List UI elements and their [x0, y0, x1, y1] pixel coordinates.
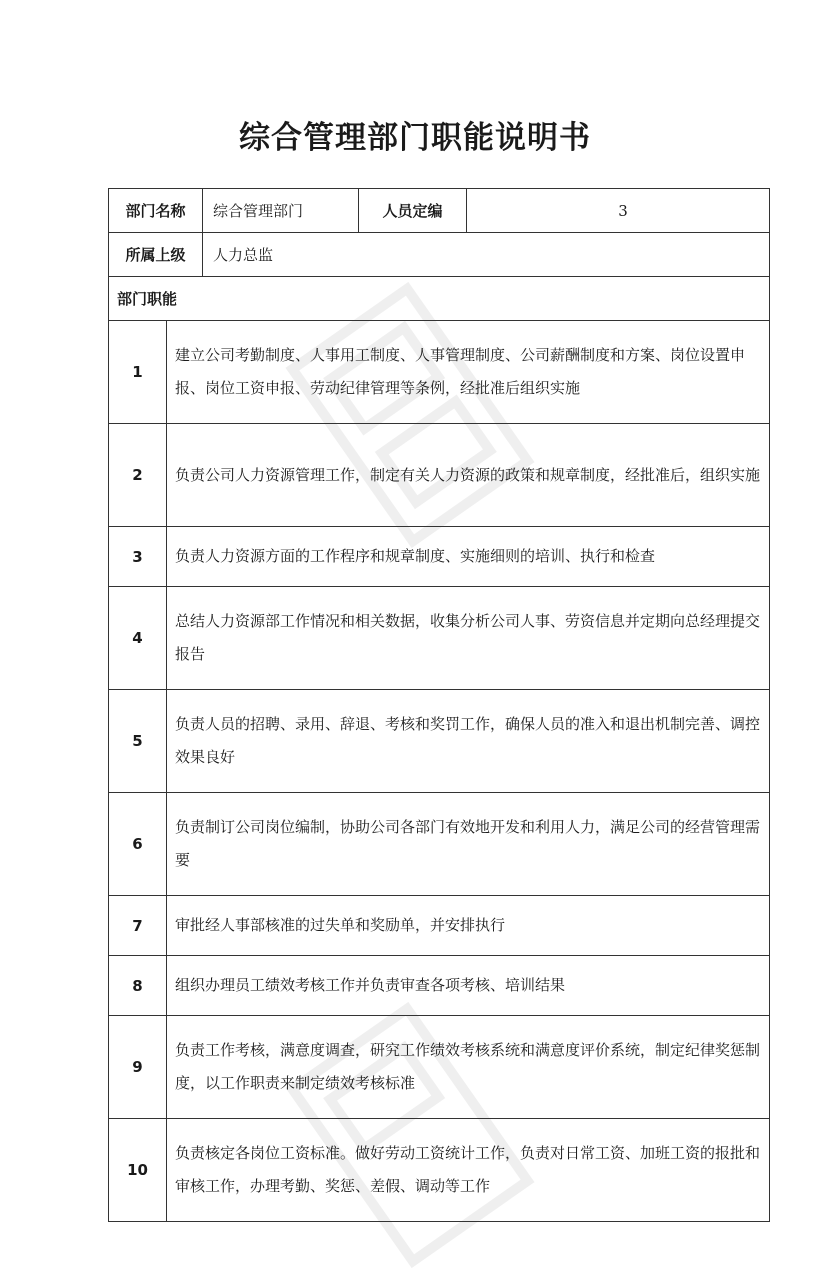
headcount-label: 人员定编 — [359, 189, 467, 233]
function-description: 组织办理员工绩效考核工作并负责审查各项考核、培训结果 — [167, 956, 770, 1016]
function-description: 负责制订公司岗位编制，协助公司各部门有效地开发和利用人力，满足公司的经营管理需要 — [167, 793, 770, 896]
function-number: 3 — [109, 527, 167, 587]
table-row — [109, 1119, 770, 1222]
table-row — [109, 424, 770, 527]
table-row — [109, 527, 770, 587]
department-function-table — [108, 188, 770, 1222]
document-title: 综合管理部门职能说明书 — [239, 120, 591, 156]
function-number: 8 — [109, 956, 167, 1016]
function-number: 9 — [109, 1016, 167, 1119]
table-row — [109, 956, 770, 1016]
function-description: 负责人员的招聘、录用、辞退、考核和奖罚工作，确保人员的准入和退出机制完善、调控效果良好 — [167, 690, 770, 793]
function-number: 6 — [109, 793, 167, 896]
function-number: 7 — [109, 896, 167, 956]
dept-name-value: 综合管理部门 — [203, 189, 359, 233]
functions-header-row — [109, 277, 770, 321]
function-description: 负责公司人力资源管理工作，制定有关人力资源的政策和规章制度，经批准后，组织实施 — [167, 424, 770, 527]
function-number: 2 — [109, 424, 167, 527]
table-row — [109, 793, 770, 896]
function-number: 5 — [109, 690, 167, 793]
headcount-value: 3 — [467, 189, 770, 233]
function-number: 1 — [109, 321, 167, 424]
dept-info-row — [109, 189, 770, 233]
table-row — [109, 587, 770, 690]
table-row — [109, 321, 770, 424]
function-description: 总结人力资源部工作情况和相关数据，收集分析公司人事、劳资信息并定期向总经理提交报告 — [167, 587, 770, 690]
table-row — [109, 690, 770, 793]
function-description: 负责人力资源方面的工作程序和规章制度、实施细则的培训、执行和检查 — [167, 527, 770, 587]
function-number: 10 — [109, 1119, 167, 1222]
superior-value: 人力总监 — [203, 233, 770, 277]
function-description: 建立公司考勤制度、人事用工制度、人事管理制度、公司薪酬制度和方案、岗位设置申报、岗位工资申报、劳动纪律管理等条例，经批准后组织实施 — [167, 321, 770, 424]
dept-name-label: 部门名称 — [109, 189, 203, 233]
superior-row — [109, 233, 770, 277]
function-number: 4 — [109, 587, 167, 690]
superior-label: 所属上级 — [109, 233, 203, 277]
function-description: 审批经人事部核准的过失单和奖励单，并安排执行 — [167, 896, 770, 956]
functions-label: 部门职能 — [109, 277, 770, 321]
table-row — [109, 1016, 770, 1119]
function-description: 负责核定各岗位工资标准。做好劳动工资统计工作，负责对日常工资、加班工资的报批和审核工作，办理考勤、奖惩、差假、调动等工作 — [167, 1119, 770, 1222]
table-row — [109, 896, 770, 956]
function-description: 负责工作考核，满意度调查，研究工作绩效考核系统和满意度评价系统，制定纪律奖惩制度，以工作职责来制定绩效考核标准 — [167, 1016, 770, 1119]
